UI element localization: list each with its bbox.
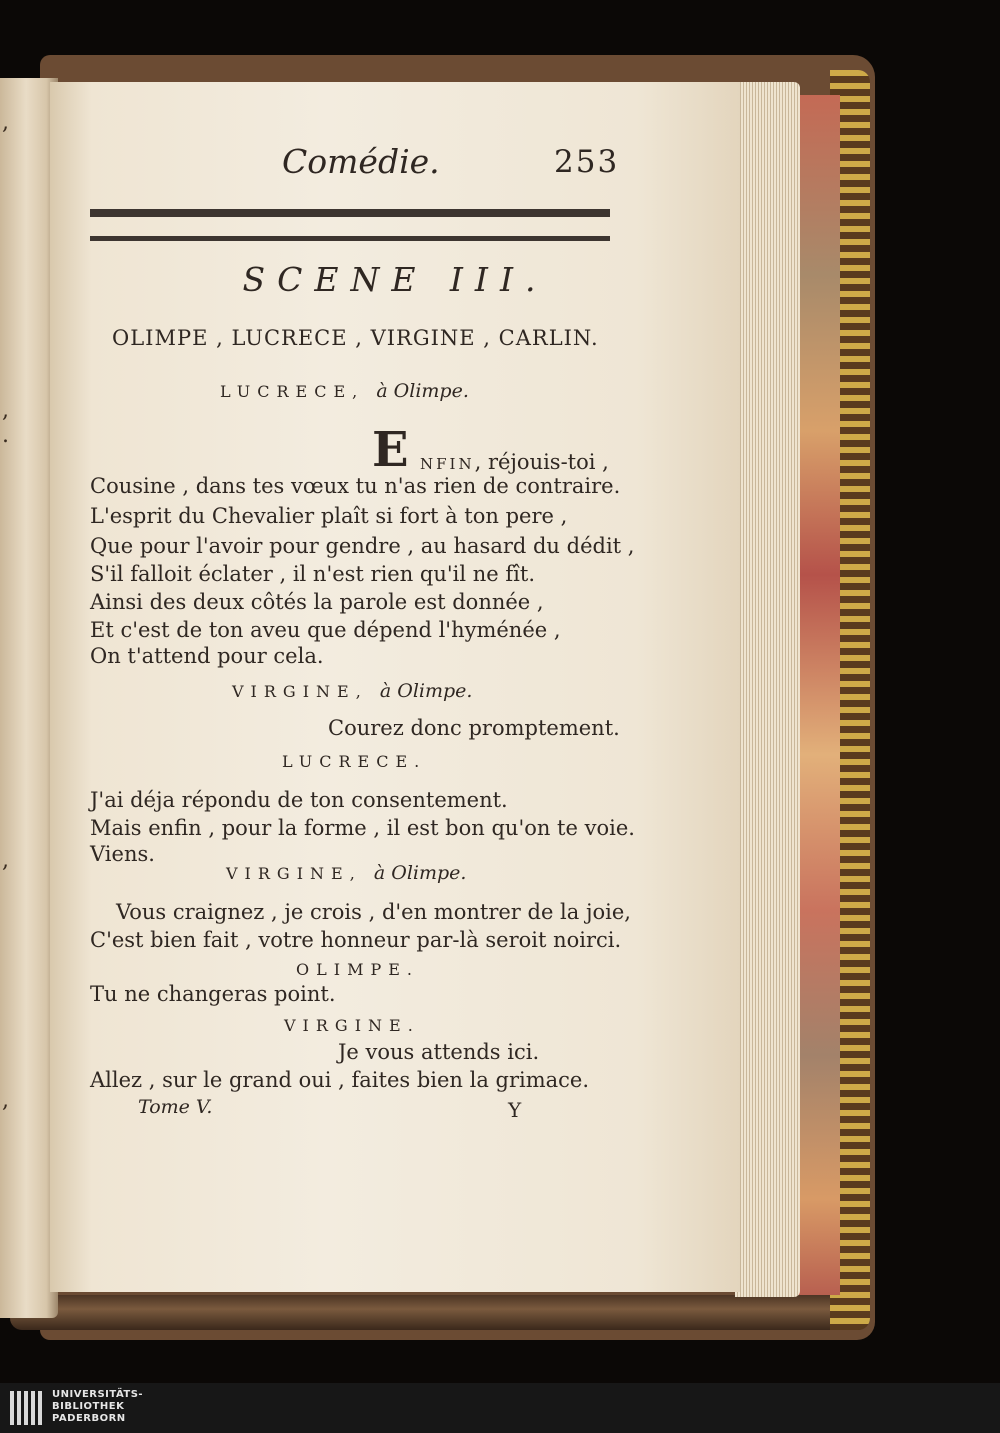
speaker-name: LUCRECE, <box>220 382 365 401</box>
stage-direction: à Olimpe. <box>376 380 469 402</box>
running-head <box>50 142 740 192</box>
stage-direction: à Olimpe. <box>379 680 473 702</box>
drop-capital: E <box>372 422 409 478</box>
library-name-line3: PADERBORN <box>52 1413 126 1424</box>
line-rest: , réjouis-toi , <box>474 450 609 474</box>
book-cover-bottom-edge <box>10 1295 870 1330</box>
small-caps-text: NFIN <box>420 455 475 473</box>
dialogue-line: Et c'est de ton aveu que dépend l'hyménée , <box>90 618 561 642</box>
header-rule-thick <box>90 209 610 217</box>
dialogue-line: C'est bien fait , votre honneur par-là seroit noirci. <box>90 928 622 952</box>
library-name <box>52 1389 143 1425</box>
speaker-name: LUCRECE. <box>282 752 427 771</box>
dialogue-line: Vous craignez , je crois , d'en montrer de la joie, <box>116 900 631 924</box>
speaker-virgine-1 <box>232 680 472 702</box>
dialogue-line-enfin <box>420 450 609 474</box>
speaker-name: VIRGINE, <box>226 864 362 883</box>
speaker-virgine-3 <box>284 1016 420 1035</box>
speaker-lucrece-1 <box>220 380 469 402</box>
dialogue-line: Courez donc promptement. <box>328 716 620 740</box>
dialogue-line: S'il falloit éclater , il n'est rien qu'il ne fît. <box>90 562 536 586</box>
cast-list: OLIMPE , LUCRECE , VIRGINE , CARLIN. <box>112 326 599 350</box>
speaker-name: OLIMPE. <box>296 960 419 979</box>
page-stack-edges <box>735 82 800 1297</box>
speaker-olimpe <box>296 960 419 979</box>
library-logo-icon <box>10 1391 44 1425</box>
dialogue-line: Je vous attends ici. <box>338 1040 540 1064</box>
dialogue-line: Mais enfin , pour la forme , il est bon qu'on te voie. <box>90 816 635 840</box>
dialogue-line: Viens. <box>90 842 155 866</box>
dialogue-line: Tu ne changeras point. <box>90 982 336 1006</box>
dialogue-line: L'esprit du Chevalier plaît si fort à ton pere , <box>90 504 568 528</box>
dialogue-line: Allez , sur le grand oui , faites bien la grimace. <box>90 1068 590 1092</box>
dialogue-line: On t'attend pour cela. <box>90 644 324 668</box>
running-title: Comédie. <box>282 142 440 181</box>
volume-label: Tome V. <box>138 1096 213 1118</box>
dialogue-line: Cousine , dans tes vœux tu n'as rien de contraire. <box>90 474 621 498</box>
header-rule-thin <box>90 236 610 241</box>
dialogue-line: Ainsi des deux côtés la parole est donnée , <box>90 590 544 614</box>
dialogue-line: Que pour l'avoir pour gendre , au hasard du dédit , <box>90 534 635 558</box>
library-name-line2: BIBLIOTHEK <box>52 1401 125 1412</box>
scene-title: SCENE III. <box>242 260 548 299</box>
library-name-line1: UNIVERSITÄTS- <box>52 1389 144 1400</box>
speaker-name: VIRGINE, <box>232 682 368 701</box>
page-number: 253 <box>554 144 620 180</box>
signature-mark: Y <box>508 1098 522 1122</box>
speaker-name: VIRGINE. <box>284 1016 420 1035</box>
speaker-virgine-2 <box>226 862 466 884</box>
book-page-253 <box>50 82 740 1292</box>
stage-direction: à Olimpe. <box>373 862 467 884</box>
left-page-margin-marks: , , . , , <box>2 110 9 1113</box>
speaker-lucrece-2 <box>282 752 426 771</box>
dialogue-line: J'ai déja répondu de ton consentement. <box>90 788 508 812</box>
library-banner <box>0 1383 1000 1433</box>
